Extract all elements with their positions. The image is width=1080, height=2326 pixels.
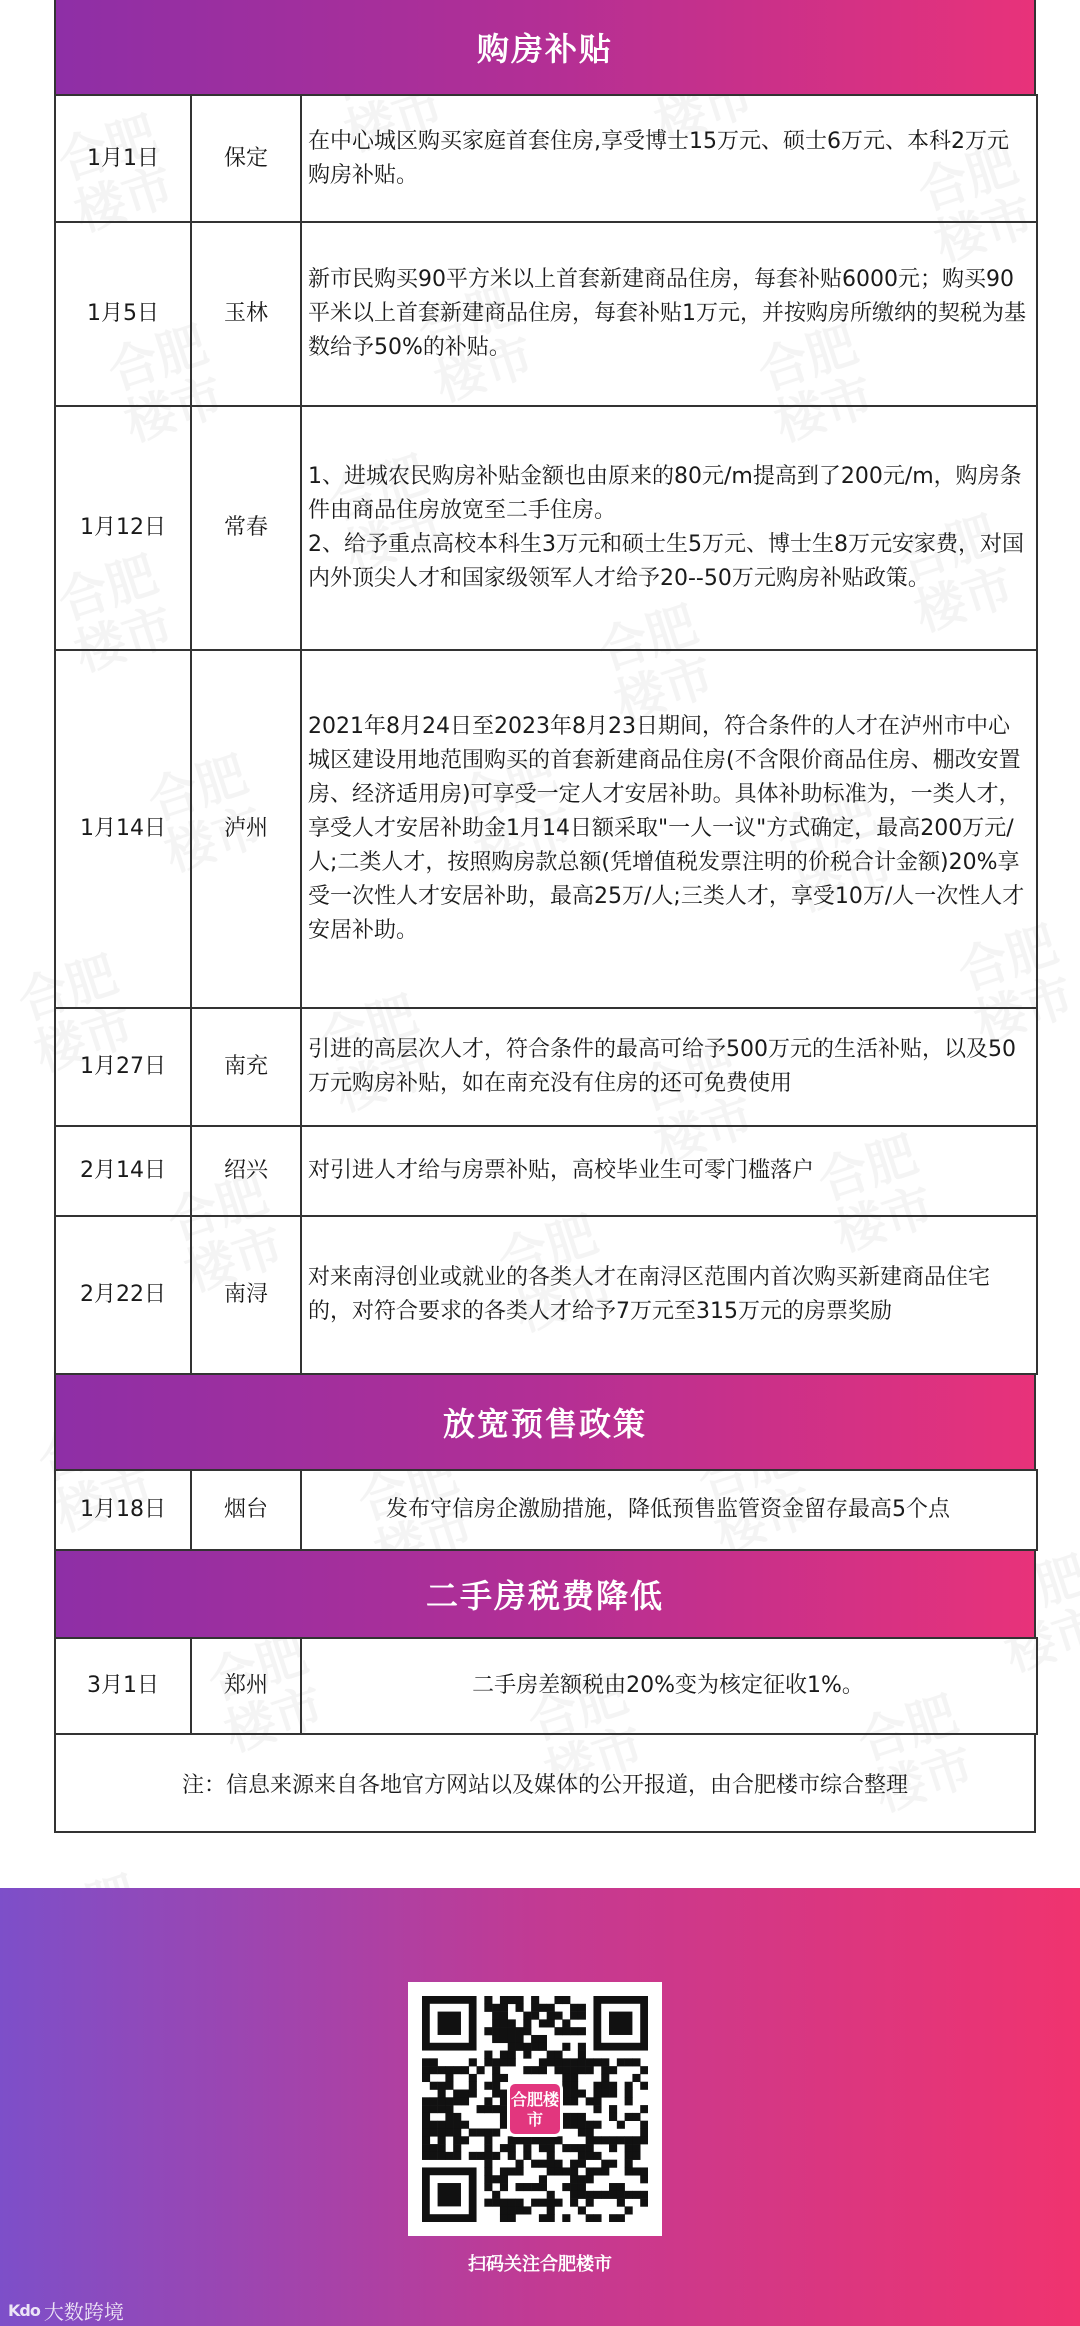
policy-text: 引进的高层次人才，符合条件的最高可给予500万元的生活补贴，以及50万元购房补贴，如在南充没有住房的还可免费使用 [301,1008,1037,1126]
footer-banner [0,1888,1080,2326]
date-cell: 1月14日 [55,650,191,1008]
policy-text: 二手房差额税由20%变为核定征收1%。 [301,1638,1037,1734]
city-cell: 烟台 [191,1470,301,1550]
section-title: 放宽预售政策 [442,1405,647,1443]
city-cell: 泸州 [191,650,301,1008]
city-cell: 绍兴 [191,1126,301,1216]
source-note-text: 注：信息来源来自各地官方网站以及媒体的公开报道，由合肥楼市综合整理 [181,1772,908,1798]
resale-tax-table [54,1637,1038,1735]
policy-text: 对引进人才给与房票补贴，高校毕业生可零门槛落户 [301,1126,1037,1216]
date-cell: 1月27日 [55,1008,191,1126]
source-note [54,1735,1036,1833]
policy-text: 在中心城区购买家庭首套住房,享受博士15万元、硕士6万元、本科2万元购房补贴。 [301,95,1037,222]
date-cell: 1月12日 [55,406,191,650]
section-title: 二手房税费降低 [425,1577,664,1615]
date-cell: 1月5日 [55,222,191,406]
city-cell: 保定 [191,95,301,222]
policy-text: 1、进城农民购房补贴金额也由原来的80元/m提高到了200元/m，购房条件由商品住房放宽至二手住房。 2、给予重点高校本科生3万元和硕士生5万元、博士生8万元安家费，对国内外顶尖人才和国家级领军人才给予20--50万元购房补贴政策。 [301,406,1037,650]
qr-code [408,1982,662,2236]
table-row [55,650,1037,1008]
table-row [55,222,1037,406]
city-cell: 郑州 [191,1638,301,1734]
table-row [55,95,1037,222]
policy-text: 发布守信房企激励措施，降低预售监管资金留存最高5个点 [301,1470,1037,1550]
date-cell: 1月1日 [55,95,191,222]
date-cell: 2月22日 [55,1216,191,1374]
policy-table [54,0,1036,1833]
city-cell: 南浔 [191,1216,301,1374]
scan-caption: 扫码关注合肥楼市 [468,2254,612,2275]
table-row [55,1216,1037,1374]
city-cell: 常春 [191,406,301,650]
subsidy-table [54,94,1038,1375]
section-header-subsidy [54,0,1036,94]
qr-logo-text: 合肥楼市 [510,2090,559,2129]
policy-text: 新市民购买90平方米以上首套新建商品住房，每套补贴6000元；购买90平米以上首套新建商品住房，每套补贴1万元，并按购房所缴纳的契税为基数给予50%的补贴。 [301,222,1037,406]
policy-text: 对来南浔创业或就业的各类人才在南浔区范围内首次购买新建商品住宅的，对符合要求的各类人才给予7万元至315万元的房票奖励 [301,1216,1037,1374]
date-cell: 3月1日 [55,1638,191,1734]
brand-text: 大数跨境 [43,2300,124,2324]
brand-logo-icon: Kdo [8,2301,40,2320]
section-header-resale-tax [54,1551,1036,1637]
table-row [55,1126,1037,1216]
table-row [55,1470,1037,1550]
section-header-presale [54,1375,1036,1469]
date-cell: 1月18日 [55,1470,191,1550]
city-cell: 南充 [191,1008,301,1126]
policy-text: 2021年8月24日至2023年8月23日期间，符合条件的人才在泸州市中心城区建设用地范围购买的首套新建商品住房(不含限价商品住房、棚改安置房、经济适用房)可享受一定人才安居补助。具体补助标准为，一类人才，享受人才安居补助金1月14日额采取"一人一议"方式确定，最高200万元/人;二类人才，按照购房款总额(凭增值税发票注明的价税合计金额)20%享受一次性人才安居补助，最高25万/人;三类人才，享受10万/人一次性人才安居补助。 [301,650,1037,1008]
qr-logo [507,2081,563,2137]
date-cell: 2月14日 [55,1126,191,1216]
presale-table [54,1469,1038,1551]
section-title: 购房补贴 [476,30,613,68]
brand-mark [8,2296,124,2325]
table-row [55,1638,1037,1734]
table-row [55,406,1037,650]
city-cell: 玉林 [191,222,301,406]
table-row [55,1008,1037,1126]
